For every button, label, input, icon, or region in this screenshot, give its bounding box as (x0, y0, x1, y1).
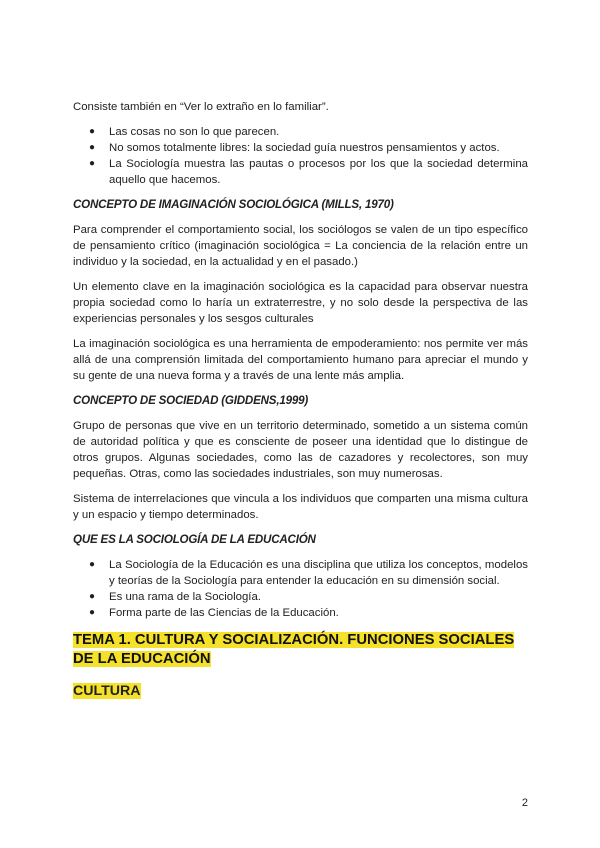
paragraph: La imaginación sociológica es una herramienta de empoderamiento: nos permite ver más allá de una comprensión limitada del comportamiento humano para apreciar el mundo y su gente de una nueva forma y a través de una lente más amplia. (73, 338, 528, 382)
paragraph: Un elemento clave en la imaginación sociológica es la capacidad para observar nuestra propia sociedad como lo haría un extraterrestre, y no solo desde la perspectiva de las experiencias personales y los sesgos culturales (73, 281, 528, 325)
list-item: ● Forma parte de las Ciencias de la Educación. (89, 607, 339, 619)
cultura-label: CULTURA (73, 683, 141, 699)
heading-sociedad: CONCEPTO DE SOCIEDAD (GIDDENS,1999) (73, 394, 309, 407)
list-item: ● No somos totalmente libres: la sociedad guía nuestros pensamientos y actos. (89, 142, 500, 154)
bullet-list-sociology (73, 124, 528, 188)
list-item: ● La Sociología muestra las pautas o procesos por los que la sociedad determina aquello que hacemos. (89, 158, 528, 186)
bullet-icon: ● (89, 607, 96, 618)
bullet-icon: ● (89, 158, 96, 169)
section-heading-cultura (73, 682, 528, 701)
paragraph: Para comprender el comportamiento social, los sociólogos se valen de un tipo específico de pensamiento crítico (imaginación sociológica = La conciencia de la relación entre un individuo y la sociedad, en la actualidad y en el pasado.) (73, 224, 528, 268)
heading-educacion: QUE ES LA SOCIOLOGÍA DE LA EDUCACIÓN (73, 533, 316, 546)
list-item: ● La Sociología de la Educación es una disciplina que utiliza los conceptos, modelos y teorías de la Sociología para entender la educación en su dimensión social. (89, 559, 528, 587)
tema-heading-line2: DE LA EDUCACIÓN (73, 651, 211, 667)
intro-text: Consiste también en “Ver lo extraño en lo familiar”. (73, 101, 329, 113)
tema-heading (73, 631, 528, 669)
bullet-icon: ● (89, 591, 96, 602)
paragraph: Grupo de personas que vive en un territorio determinado, sometido a un sistema común de autoridad política y que es consciente de poseer una identidad que lo distingue de otros grupos. Algunas sociedades, como las de cazadores y recolectores, son muy pequeñas. Otras, como las sociedades industriales, son muy numerosas. (73, 420, 528, 480)
list-item: ● Es una rama de la Sociología. (89, 591, 261, 603)
bullet-icon: ● (89, 126, 96, 137)
heading-imaginacion: CONCEPTO DE IMAGINACIÓN SOCIOLÓGICA (MILLS, 1970) (73, 198, 394, 211)
paragraph: Sistema de interrelaciones que vincula a los individuos que comparten una misma cultura y un espacio y tiempo determinados. (73, 493, 528, 521)
bullet-icon: ● (89, 559, 96, 570)
bullet-list-educacion (73, 557, 528, 621)
bullet-icon: ● (89, 142, 96, 153)
tema-heading-line1: TEMA 1. CULTURA Y SOCIALIZACIÓN. FUNCIONES SOCIALES (73, 632, 515, 648)
page-content (73, 99, 528, 701)
page-number: 2 (521, 797, 528, 809)
list-item: ● Las cosas no son lo que parecen. (89, 126, 280, 138)
